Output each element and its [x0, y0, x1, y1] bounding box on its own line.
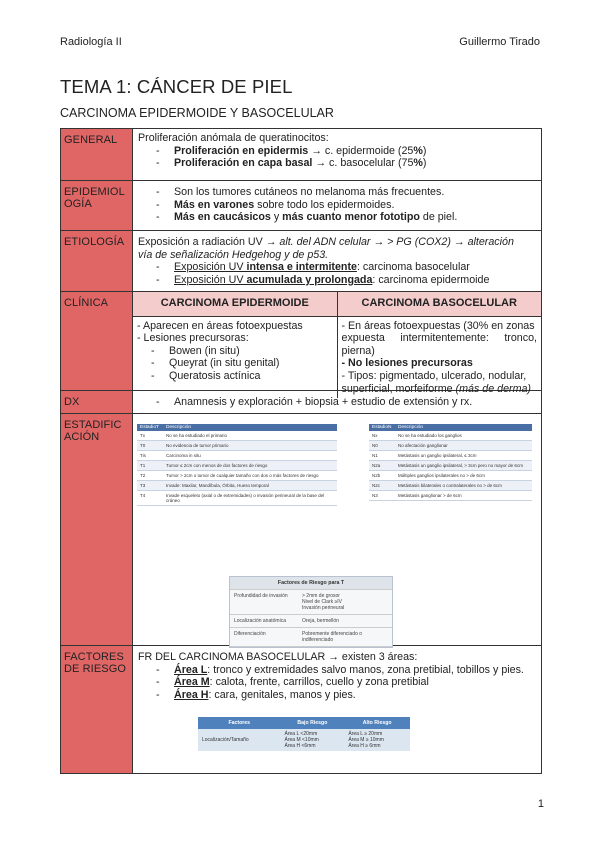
page-title: TEMA 1: CÁNCER DE PIEL — [60, 76, 293, 97]
dx-content — [133, 391, 541, 413]
general-bullet-2: - Proliferación en capa basal → c. basocelular (75%) — [156, 157, 536, 170]
section-subtitle: CARCINOMA EPIDERMOIDE Y BASOCELULAR — [60, 106, 334, 120]
label-estadificacion: ESTADIFIC ACIÓN — [61, 414, 133, 645]
etiologia-line-2: vía de señalización Hedgehog y de p53. — [138, 248, 329, 261]
t-stage-stage: T0 — [137, 441, 163, 451]
n-stage-stage: N0 — [369, 441, 395, 451]
t-stage-desc: Carcinoma in situ — [163, 451, 337, 461]
risk-factors-table — [229, 576, 393, 648]
row-dx — [61, 391, 541, 414]
n-stage-row — [369, 491, 532, 501]
risk-row — [230, 590, 392, 615]
t-stage-desc: No evidencia de tumor primario — [163, 441, 337, 451]
c1-line-1: - Aparecen en áreas fotoexpuestas — [137, 319, 303, 332]
etio-bullet-1: - Exposición UV intensa e intermitente: carcinoma basocelular — [156, 261, 536, 274]
n-stage-desc: Metástasis un ganglio ipsilateral, ≤ 3cm — [395, 451, 532, 461]
n-stage-row — [369, 431, 532, 441]
risk-value: > 2mm de grosor Nivel de Clark ≥IV Invasión perineural — [298, 590, 392, 615]
n-stage-row — [369, 461, 532, 471]
etiologia-line-1: Exposición a radiación UV → alt. del ADN celular → > PG (COX2) → alteración — [138, 236, 514, 248]
dx-bullet-1: - Anamnesis y exploración + biopsia + estudio de extensión y rx. — [156, 396, 536, 409]
header-left: Radiología II — [60, 36, 122, 48]
t-stage-row — [137, 471, 337, 481]
lr-header-alto: Alto Riesgo — [344, 717, 410, 729]
t-stage-desc: Tumor ≤ 2cm con menos de dos factores de riesgo — [163, 461, 337, 471]
t-stage-row — [137, 441, 337, 451]
etiologia-content — [133, 231, 541, 291]
label-factores: FACTORES DE RIESGO — [61, 646, 133, 773]
n-stage-stage: N2b — [369, 471, 395, 481]
t-stage-stage: T1 — [137, 461, 163, 471]
page-number: 1 — [537, 798, 544, 810]
risk-row — [230, 615, 392, 628]
c2-line-1: - En áreas fotoexpuestas (30% en zonas — [341, 319, 535, 332]
area-l: - Área L: tronco y extremidades salvo manos, zona pretibial, tobillos y pies. — [156, 664, 536, 677]
n-stage-row — [369, 481, 532, 491]
risk-factor: Localización anatómica — [230, 615, 298, 628]
general-content — [133, 129, 541, 180]
n-stage-desc: Metástasis un ganglio ipsilateral, > 3cm pero no mayor de 6cm — [395, 461, 532, 471]
label-dx: DX — [61, 391, 133, 413]
t-stage-stage: T2 — [137, 471, 163, 481]
lr-header-bajo: Bajo Riesgo — [281, 717, 345, 729]
epi-bullet-2: - Más en varones sobre todo los epidermoides. — [156, 199, 536, 212]
lr-factor: Localización/Tamaño — [198, 729, 281, 751]
n-stage-desc: No se ha estudiado los ganglios — [395, 431, 532, 441]
n-stage-row — [369, 471, 532, 481]
etio-bullet-2: - Exposición UV acumulada y prolongada: carcinoma epidermoide — [156, 274, 536, 287]
label-clinica: CLÍNICA — [61, 292, 133, 390]
lr-alto: Área L ≥ 20mm Área M ≥ 10mm Área H ≥ 6mm — [344, 729, 410, 751]
row-clinica — [61, 292, 541, 395]
t-stage-stage: Tx — [137, 431, 163, 441]
n-staging-table — [369, 424, 532, 501]
c1-precursor-3: - Queratosis actínica — [151, 370, 333, 383]
c2-line-3: - No lesiones precursoras — [341, 357, 473, 370]
t-stage-desc: Invade: Maxilar, Mandíbula, Órbita, Hueso temporal — [163, 481, 337, 491]
c1-line-2: - Lesiones precursoras: — [137, 332, 249, 345]
n-stage-desc: Metástasis bilaterales o contralaterales no > de 6cm — [395, 481, 532, 491]
row-factores — [61, 646, 541, 774]
location-size-table — [198, 717, 410, 751]
n-stage-stage: N2a — [369, 461, 395, 471]
t-stage-stage: T4 — [137, 491, 163, 506]
t-stage-desc: Invade esqueleto (axial o de extremidades) o invasión perineural de la base del cráneo — [163, 491, 337, 506]
clinica-content — [133, 292, 541, 395]
t-stage-desc: No se ha estudiado el primario — [163, 431, 337, 441]
row-general — [61, 129, 541, 181]
risk-title: Factores de Riesgo para T — [230, 577, 392, 590]
risk-row — [230, 628, 392, 647]
t-stage-stage: T3 — [137, 481, 163, 491]
n-stage-row — [369, 451, 532, 461]
c1-precursor-2: - Queyrat (in situ genital) — [151, 357, 333, 370]
label-etiologia: ETIOLOGÍA — [61, 231, 133, 291]
n-stage-stage: Nx — [369, 431, 395, 441]
area-m: - Área M: calota, frente, carrillos, cuello y zona pretibial — [156, 676, 536, 689]
t-header-desc: Descripción — [163, 424, 337, 431]
factores-content — [133, 646, 541, 773]
n-header-desc: Descripción — [395, 424, 532, 431]
clinica-basocelular-text — [337, 317, 542, 399]
n-stage-stage: N3 — [369, 491, 395, 501]
header-right: Guillermo Tirado — [459, 36, 540, 48]
t-stage-desc: Tumor > 2cm o tumor de cualquier tamaño con dos o más factores de riesgo — [163, 471, 337, 481]
t-header-stage: EstadioT — [137, 424, 163, 431]
n-stage-stage: N1 — [369, 451, 395, 461]
general-intro: Proliferación anómala de queratinocitos: — [138, 132, 329, 144]
t-stage-row — [137, 481, 337, 491]
n-stage-desc: Múltiples ganglios ipsilaterales no > de 6cm — [395, 471, 532, 481]
c2-line-2: expuesta intermitentemente: tronco, pierna) — [341, 332, 537, 357]
t-stage-row — [137, 461, 337, 471]
row-etiologia — [61, 231, 541, 292]
row-epidemiologia — [61, 181, 541, 231]
clinica-header-epidermoide: CARCINOMA EPIDERMOIDE — [133, 292, 337, 317]
c1-precursor-1: - Bowen (in situ) — [151, 345, 333, 358]
t-stage-row — [137, 491, 337, 506]
t-stage-row — [137, 431, 337, 441]
risk-value: Oreja, bermellón — [298, 615, 392, 628]
clinica-header-basocelular: CARCINOMA BASOCELULAR — [337, 292, 542, 317]
t-stage-stage: Tis — [137, 451, 163, 461]
lr-header-factores: Factores — [198, 717, 281, 729]
epi-bullet-1: - Son los tumores cutáneos no melanoma más frecuentes. — [156, 186, 536, 199]
n-stage-stage: N2c — [369, 481, 395, 491]
risk-value: Pobremente diferenciado o indiferenciado — [298, 628, 392, 647]
epi-bullet-3: - Más en caucásicos y más cuanto menor fototipo de piel. — [156, 211, 536, 224]
general-bullet-1: - Proliferación en epidermis → c. epidermoide (25%) — [156, 145, 536, 158]
area-h: - Área H: cara, genitales, manos y pies. — [156, 689, 536, 702]
c2-line-4: - Tipos: pigmentado, ulcerado, nodular, — [341, 369, 527, 382]
factores-intro: FR DEL CARCINOMA BASOCELULAR → existen 3 áreas: — [138, 651, 418, 663]
n-stage-desc: Metástasis ganglionar > de 6cm — [395, 491, 532, 501]
c2-line-5: superficial, morfeiforme (más de derma) — [341, 382, 531, 395]
t-staging-table — [137, 424, 337, 506]
t-stage-row — [137, 451, 337, 461]
n-stage-row — [369, 441, 532, 451]
risk-factor: Profundidad de invasión — [230, 590, 298, 615]
label-general: GENERAL — [61, 129, 133, 180]
risk-factor: Diferenciación — [230, 628, 298, 647]
epidemiologia-content — [133, 181, 541, 230]
n-header-stage: EstadioN — [369, 424, 395, 431]
lr-bajo: Área L <20mm Área M <10mm Área H <6mm — [281, 729, 345, 751]
n-stage-desc: No afectación ganglionar — [395, 441, 532, 451]
label-epidemiologia: EPIDEMIOL OGÍA — [61, 181, 133, 230]
clinica-epidermoide-text — [133, 317, 337, 399]
